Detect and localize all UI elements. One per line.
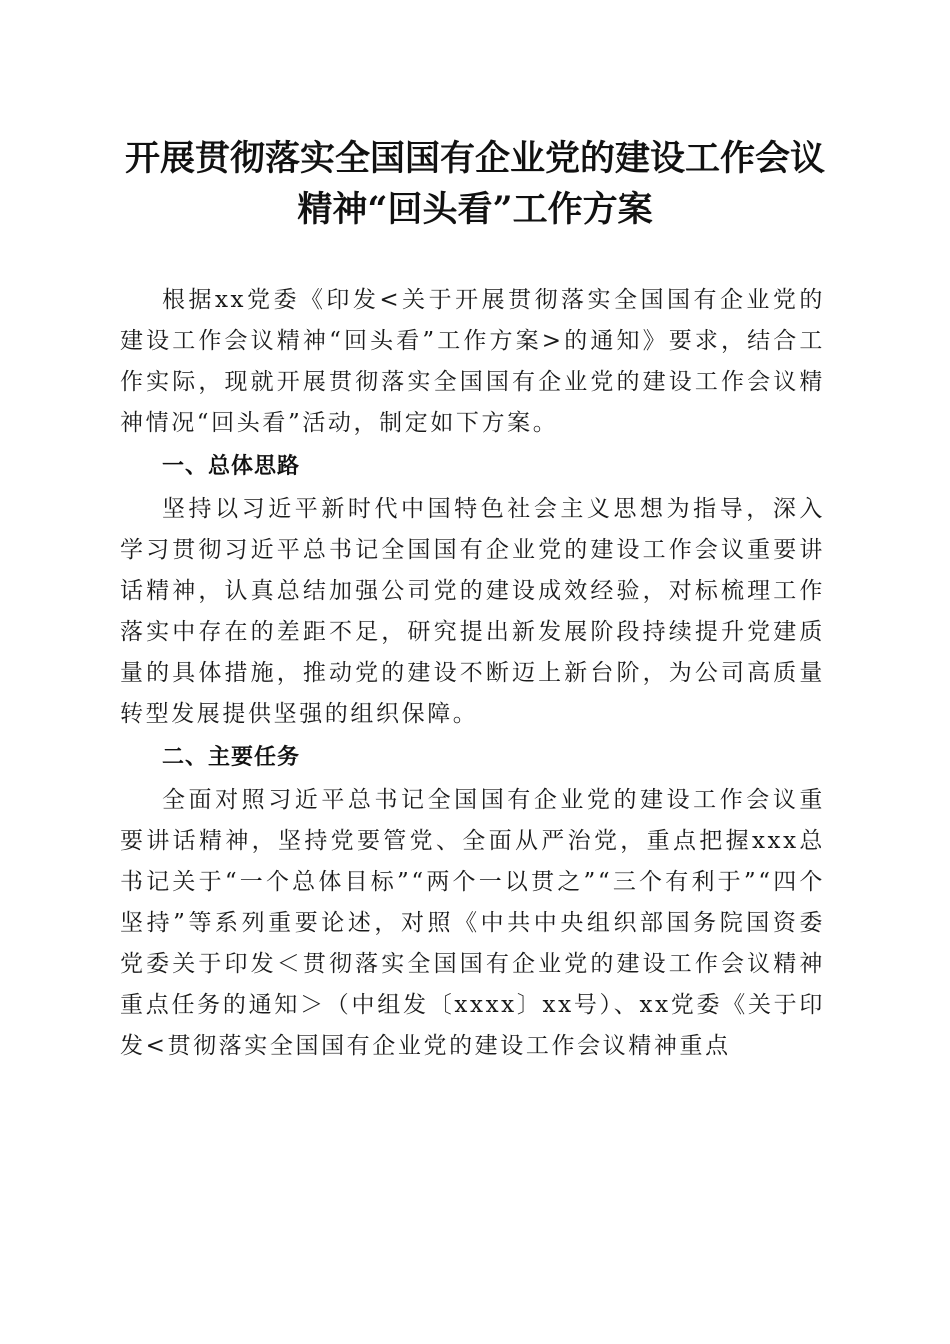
document-title: [100, 133, 850, 235]
section-paragraph-main-tasks: 全面对照习近平总书记全国国有企业党的建设工作会议重要讲话精神，坚持党要管党、全面从严治党，重点把握xxx总书记关于“一个总体目标”“两个一以贯之”“三个有利于”“四个坚持”等系列重要论述，对照《中共中央组织部国务院国资委党委关于印发＜贯彻落实全国国有企业党的建设工作会议精神重点任务的通知＞（中组发〔xxxx〕xx号）、xx党委《关于印发<贯彻落实全国国有企业党的建设工作会议精神重点: [120, 787, 825, 1059]
section-heading-overall-approach: 一、总体思路: [162, 454, 301, 479]
title-line-1: 开展贯彻落实全国国有企业党的建设工作会议: [124, 138, 825, 179]
section-paragraph-overall-approach: 坚持以习近平新时代中国特色社会主义思想为指导，深入学习贯彻习近平总书记全国国有企业党的建设工作会议重要讲话精神，认真总结加强公司党的建设成效经验，对标梳理工作落实中存在的差距不足，研究提出新发展阶段持续提升党建质量的具体措施，推动党的建设不断迈上新台阶，为公司高质量转型发展提供坚强的组织保障。: [120, 496, 825, 727]
section-heading-main-tasks: 二、主要任务: [162, 745, 301, 770]
intro-paragraph: 根据xx党委《印发<关于开展贯彻落实全国国有企业党的建设工作会议精神“回头看”工作方案>的通知》要求，结合工作实际，现就开展贯彻落实全国国有企业党的建设工作会议精神情况“回头看”活动，制定如下方案。: [120, 287, 825, 436]
document-body: [120, 280, 825, 1067]
title-line-2: 精神“回头看”工作方案: [297, 189, 653, 230]
